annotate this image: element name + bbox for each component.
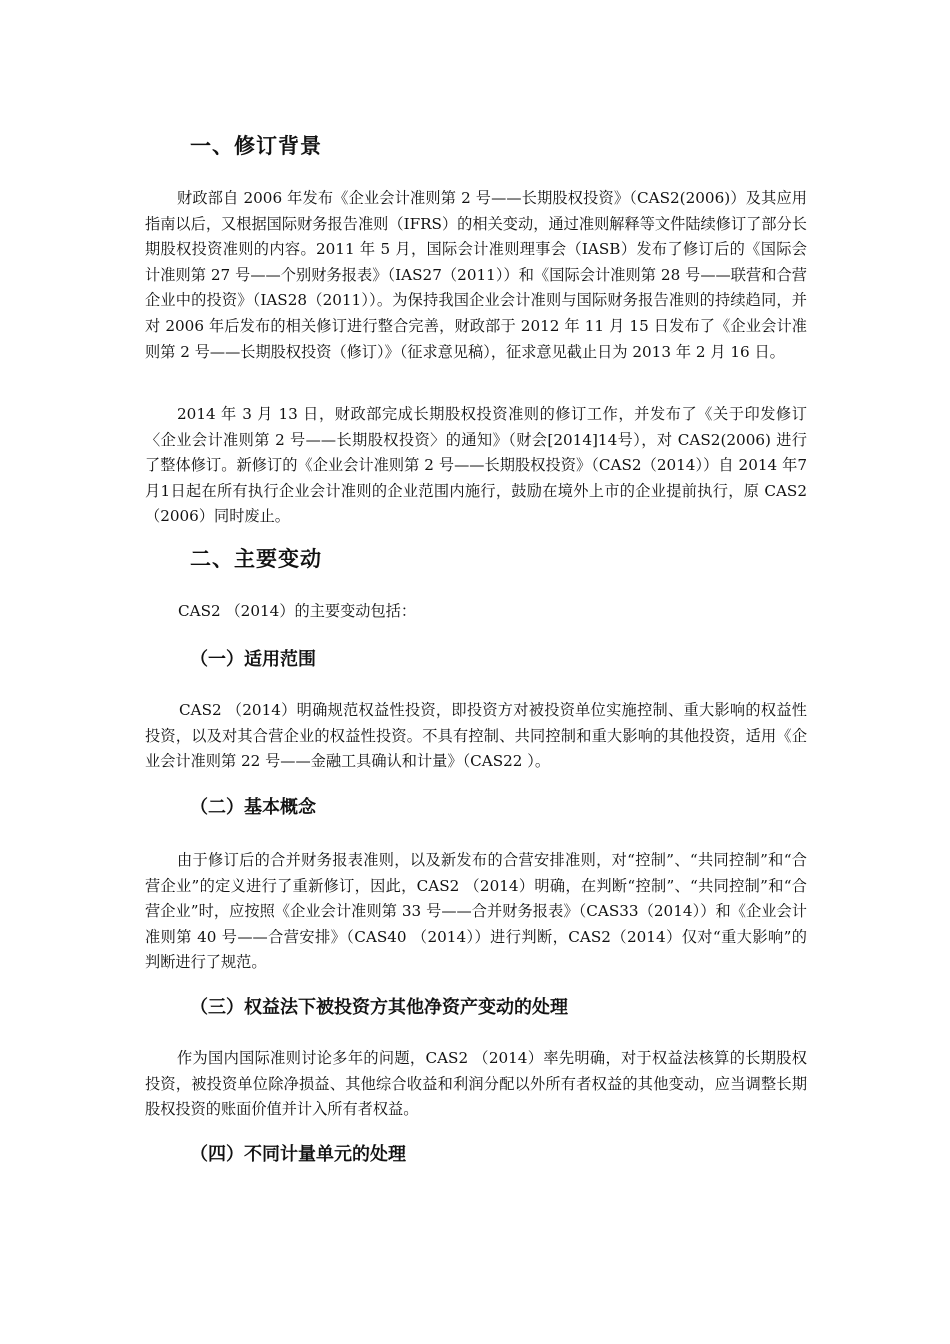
subheading-measurement-units: （四）不同计量单元的处理 bbox=[190, 1144, 406, 1165]
paragraph-background-2: 2014 年 3 月 13 日，财政部完成长期股权投资准则的修订工作，并发布了《关于印发修订〈企业会计准则第 2 号——长期股权投资〉的通知》（财会[2014]14号），对 CAS2(2006) 进行了整体修订。新修订的《企业会计准则第 2 号——长期股权投资》（CAS2（2014））自 2014 年7月1日起在所有执行企业会计准则的企业范围内施行，鼓励在境外上市的企业提前执行，原 CAS2 （2006）同时废止。 bbox=[145, 405, 807, 526]
paragraph-scope: CAS2 （2014）明确规范权益性投资，即投资方对被投资单位实施控制、重大影响的权益性投资，以及对其合营企业的权益性投资。不具有控制、共同控制和重大影响的其他投资，适用《企业会计准则第 22 号——金融工具确认和计量》（CAS22 ）。 bbox=[145, 701, 807, 771]
paragraph-basic-concepts: 由于修订后的合并财务报表准则，以及新发布的合营安排准则，对“控制”、“共同控制”和“合营企业”的定义进行了重新修订，因此，CAS2 （2014）明确，在判断“控制”、“共同控制”和“合营企业”时，应按照《企业会计准则第 33 号——合并财务报表》（CAS33（2014））和《企业会计准则第 40 号——合营安排》（CAS40 （2014））进行判断，CAS2（2014）仅对“重大影响”的判断进行了规范。 bbox=[145, 851, 807, 972]
paragraph-background-1: 财政部自 2006 年发布《企业会计准则第 2 号——长期股权投资》（CAS2(2006)）及其应用指南以后，又根据国际财务报告准则（IFRS）的相关变动，通过准则解释等文件陆续修订了部分长期股权投资准则的内容。2011 年 5 月，国际会计准则理事会（IASB）发布了修订后的《国际会计准则第 27 号——个别财务报表》（IAS27（2011））和《国际会计准则第 28 号——联营和合营企业中的投资》（IAS28（2011））。为保持我国企业会计准则与国际财务报告准则的持续趋同，并对 2006 年后发布的相关修订进行整合完善，财政部于 2012 年 11 月 15 日发布了《企业会计准则第 2 号——长期股权投资（修订）》（征求意见稿），征求意见截止日为 2013 年 2 月 16 日。 bbox=[145, 189, 807, 361]
subheading-scope: （一）适用范围 bbox=[190, 649, 316, 670]
subheading-basic-concepts: （二）基本概念 bbox=[190, 797, 316, 818]
section-heading-main-changes: 二、主要变动 bbox=[190, 546, 322, 571]
paragraph-equity-method: 作为国内国际准则讨论多年的问题，CAS2 （2014）率先明确，对于权益法核算的长期股权投资，被投资单位除净损益、其他综合收益和利润分配以外所有者权益的其他变动，应当调整长期股权投资的账面价值并计入所有者权益。 bbox=[145, 1049, 807, 1119]
paragraph-main-changes-intro: CAS2 （2014）的主要变动包括： bbox=[178, 602, 417, 620]
section-heading-revision-background: 一、修订背景 bbox=[190, 133, 322, 158]
subheading-equity-method: （三）权益法下被投资方其他净资产变动的处理 bbox=[190, 997, 568, 1018]
